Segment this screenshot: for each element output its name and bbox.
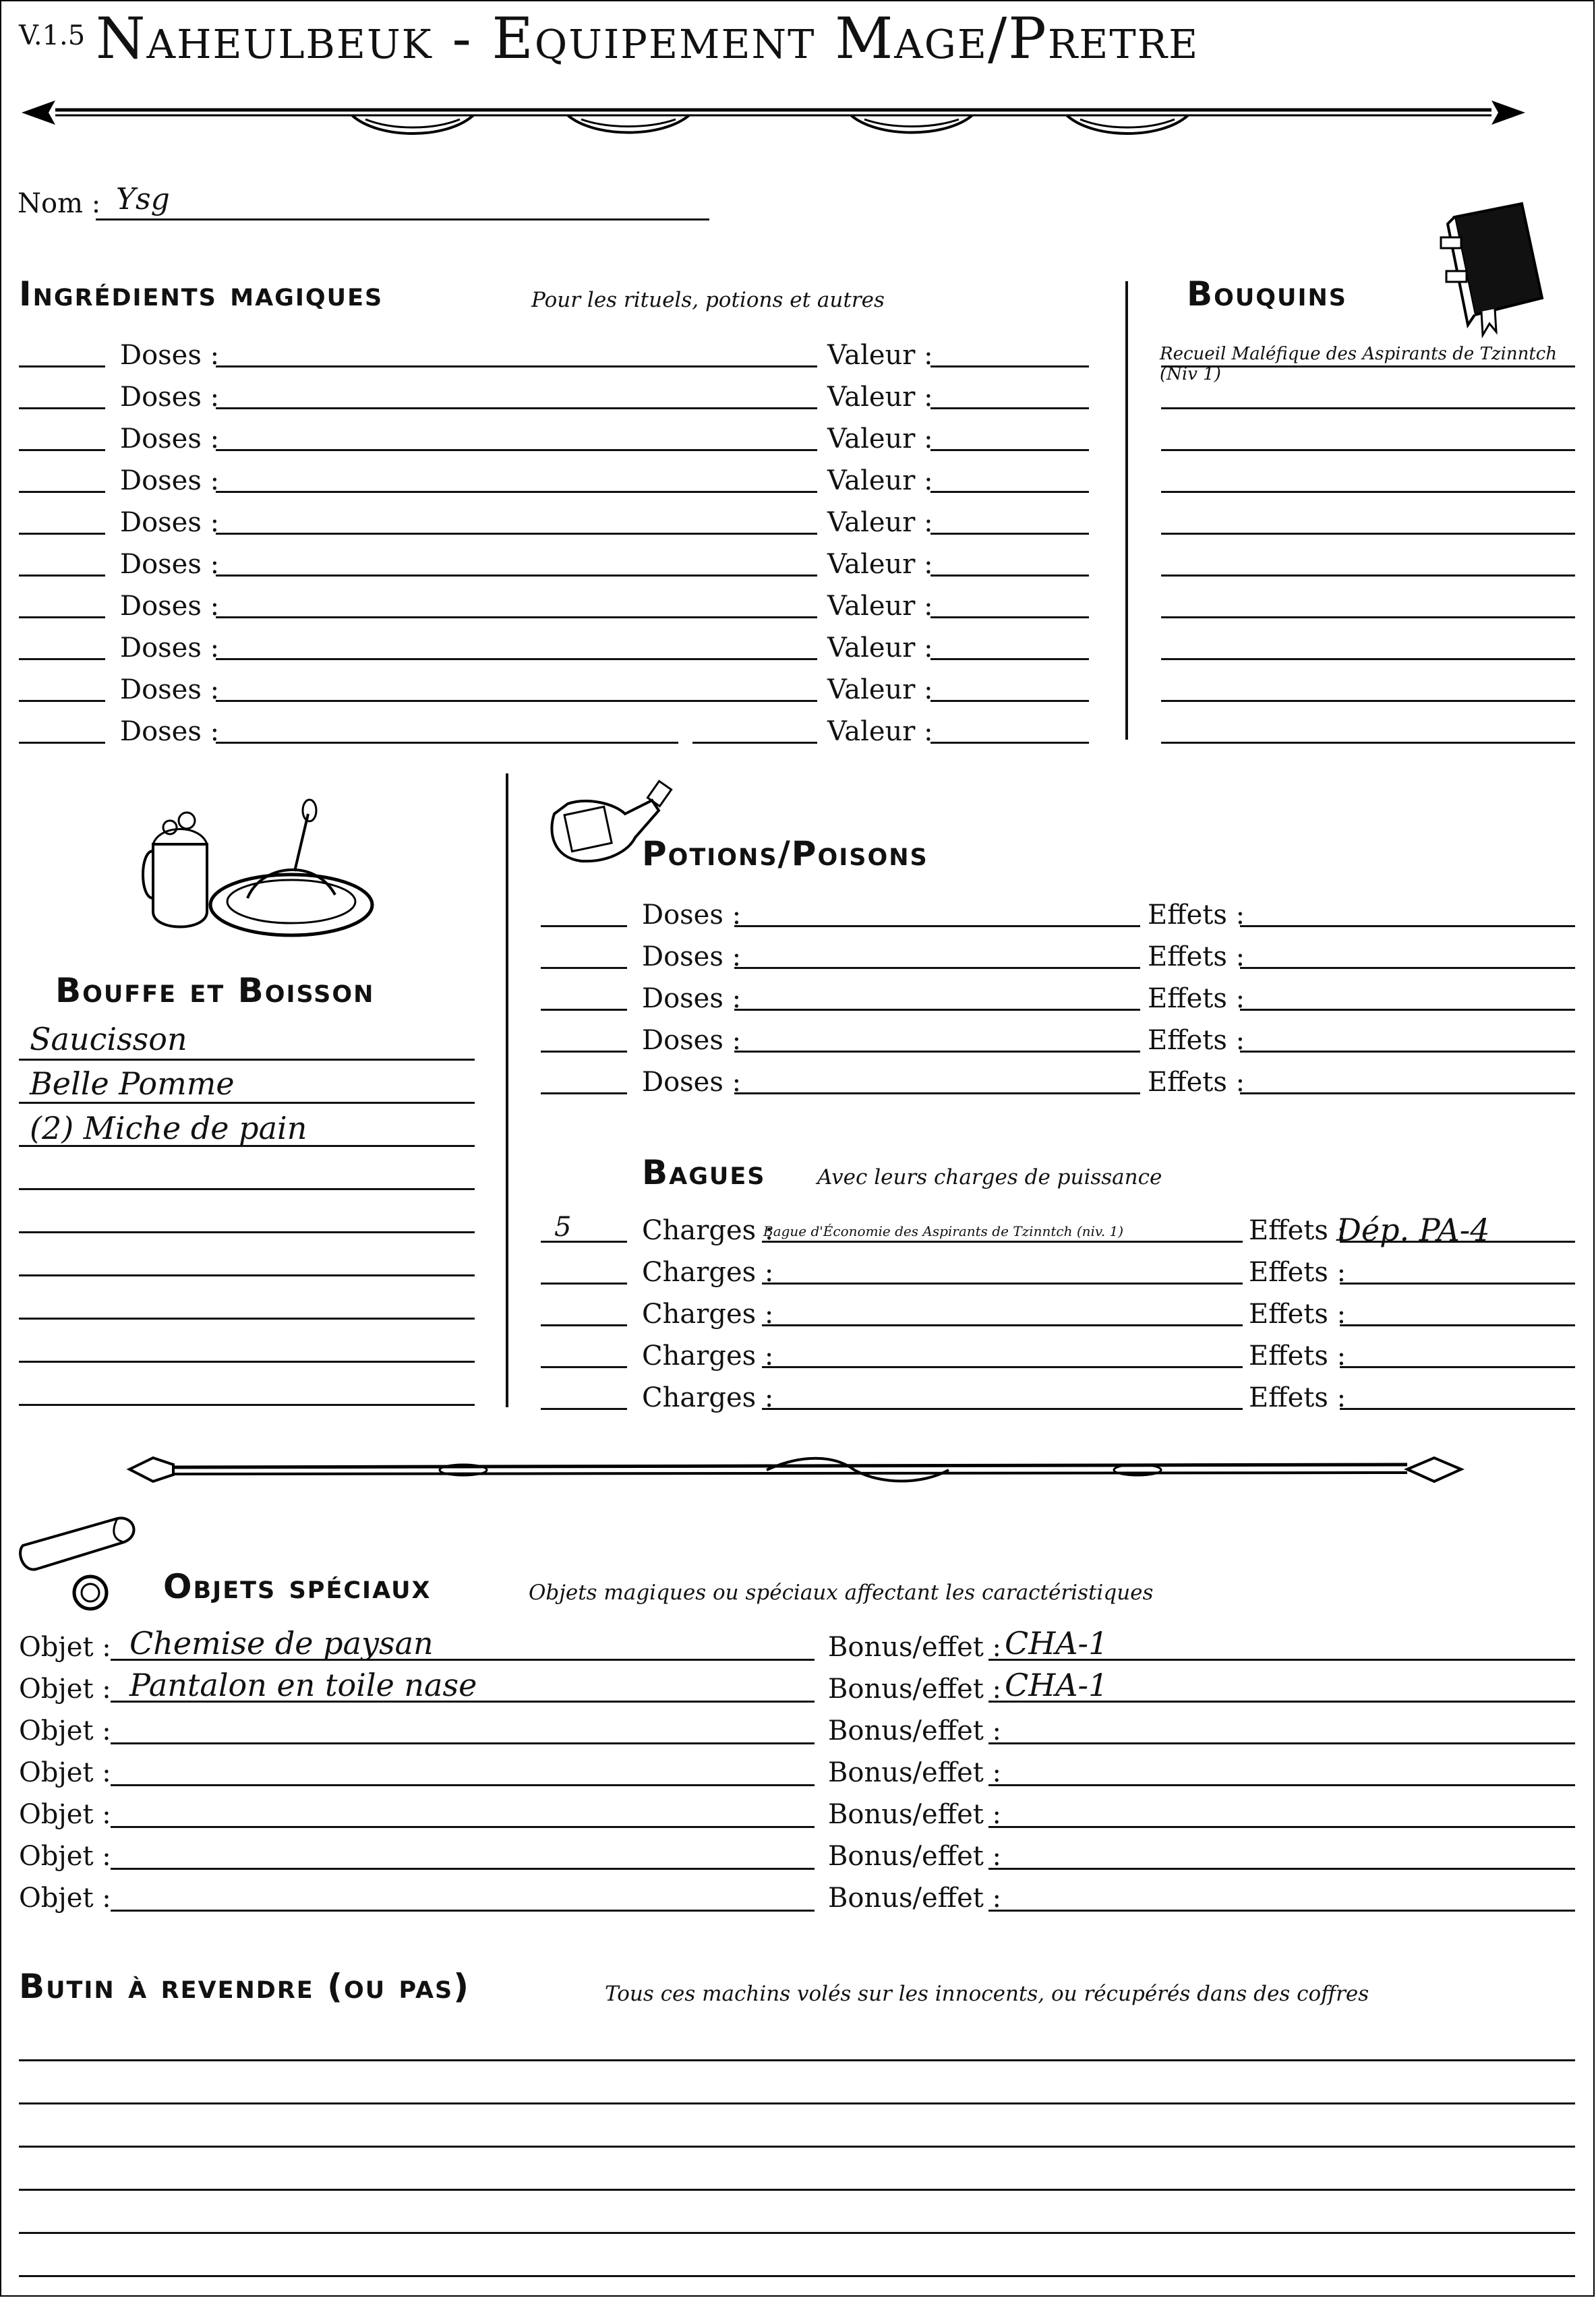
ingredients-subtitle: Pour les rituels, potions et autres (531, 288, 885, 312)
objet-2-bonus[interactable]: CHA-1 (1005, 1667, 1109, 1703)
butin-subtitle: Tous ces machins volés sur les innocents, ou récupérés dans des coffres (605, 1982, 1369, 2006)
bague-qty-field[interactable] (541, 1408, 627, 1410)
potion-qty-field[interactable] (541, 1092, 627, 1094)
column-divider-2 (506, 773, 508, 1407)
ingredient-value-field[interactable] (930, 574, 1089, 577)
bouffe-line[interactable] (19, 1188, 475, 1190)
ingredient-name-field[interactable] (216, 658, 817, 660)
objet-label: Objet : (19, 1674, 111, 1705)
ingredient-qty-field[interactable] (19, 658, 105, 660)
butin-title: Butin à revendre (ou pas) (19, 1967, 471, 2006)
bouffe-line[interactable] (19, 1145, 475, 1147)
ingredient-qty-field[interactable] (19, 616, 105, 618)
bonus-field[interactable] (988, 1784, 1575, 1786)
bague-effets-label: Effets : (1249, 1340, 1347, 1372)
ingredient-qty-field[interactable] (19, 742, 105, 744)
ingredient-value-field[interactable] (930, 700, 1089, 702)
doses-label: Doses : (120, 507, 220, 538)
ingredient-value-field[interactable] (930, 491, 1089, 493)
objets-title: Objets spéciaux (163, 1567, 432, 1606)
page-title: Naheulbeuk - Equipement Mage/Pretre (96, 5, 1200, 71)
bouffe-line[interactable] (19, 1231, 475, 1233)
bague-charges-label: Charges : (642, 1257, 774, 1288)
ingredient-name-field[interactable] (216, 407, 817, 409)
potion-qty-field[interactable] (541, 1009, 627, 1011)
potion-name-field[interactable] (734, 925, 1140, 927)
bouffe-line[interactable] (19, 1274, 475, 1276)
bague-charges-label: Charges : (642, 1215, 774, 1246)
valeur-label: Valeur : (827, 382, 933, 413)
ingredient-qty-field[interactable] (19, 449, 105, 451)
bonus-label: Bonus/effet : (828, 1841, 1002, 1872)
bagues-subtitle: Avec leurs charges de puissance (817, 1165, 1162, 1189)
bonus-label: Bonus/effet : (828, 1715, 1002, 1746)
ingredient-name-field[interactable] (216, 700, 817, 702)
bague-name-field[interactable] (762, 1366, 1243, 1368)
butin-line[interactable] (19, 2059, 1575, 2061)
potion-effet-field[interactable] (1240, 1051, 1575, 1053)
bague-name-field[interactable] (762, 1283, 1243, 1285)
valeur-label: Valeur : (827, 507, 933, 538)
doses-label: Doses : (120, 632, 220, 664)
potion-doses-label: Doses : (642, 900, 742, 931)
bouffe-line[interactable] (19, 1404, 475, 1406)
potion-qty-field[interactable] (541, 1051, 627, 1053)
doses-label: Doses : (120, 340, 220, 371)
bague-effet-field[interactable] (1340, 1366, 1575, 1368)
ingredient-qty-field[interactable] (19, 407, 105, 409)
bouquin-line[interactable] (1161, 407, 1575, 409)
bonus-field[interactable] (988, 1910, 1575, 1912)
food-illustration-icon (140, 797, 376, 945)
ingredient-name-field-2[interactable] (692, 742, 817, 744)
ingredient-name-field[interactable] (216, 574, 817, 577)
bouffe-entry-1[interactable]: Saucisson (30, 1021, 187, 1057)
ingredient-qty-field[interactable] (19, 574, 105, 577)
bouquin-line[interactable] (1161, 742, 1575, 744)
bouffe-entry-2[interactable]: Belle Pomme (30, 1065, 235, 1102)
potion-name-field[interactable] (734, 1009, 1140, 1011)
ingredient-qty-field[interactable] (19, 533, 105, 535)
objet-label: Objet : (19, 1799, 111, 1830)
bonus-label: Bonus/effet : (828, 1674, 1002, 1705)
nom-value[interactable]: Ysg (116, 182, 170, 216)
ingredient-qty-field[interactable] (19, 700, 105, 702)
bague-effets-label: Effets : (1249, 1215, 1347, 1246)
scroll-ring-icon (16, 1512, 158, 1626)
ingredient-value-field[interactable] (930, 658, 1089, 660)
objet-field[interactable] (111, 1784, 815, 1786)
doses-label: Doses : (120, 591, 220, 622)
potion-name-field[interactable] (734, 967, 1140, 969)
objet-label: Objet : (19, 1757, 111, 1788)
ingredient-qty-field[interactable] (19, 491, 105, 493)
bonus-field[interactable] (988, 1868, 1575, 1870)
objet-field[interactable] (111, 1826, 815, 1828)
bouquin-line[interactable] (1161, 533, 1575, 535)
ingredient-value-field[interactable] (930, 616, 1089, 618)
bague-name-field[interactable] (762, 1241, 1243, 1243)
column-divider (1125, 281, 1128, 740)
bague-name-field[interactable] (762, 1324, 1243, 1326)
bouffe-title: Bouffe et Boisson (55, 971, 375, 1010)
objet-2-value[interactable]: Pantalon en toile nase (129, 1667, 477, 1703)
objet-field[interactable] (111, 1742, 815, 1744)
bouquin-line[interactable] (1161, 365, 1575, 367)
doses-label: Doses : (120, 716, 220, 747)
potion-name-field[interactable] (734, 1051, 1140, 1053)
potion-doses-label: Doses : (642, 1067, 742, 1098)
potion-doses-label: Doses : (642, 941, 742, 972)
bouffe-line[interactable] (19, 1361, 475, 1363)
bague-qty-field[interactable] (541, 1283, 627, 1285)
bague-charges-label: Charges : (642, 1299, 774, 1330)
potion-qty-field[interactable] (541, 925, 627, 927)
bouquin-entry-1[interactable]: Recueil Maléfique des Aspirants de Tzinntch (Niv 1) (1160, 344, 1558, 384)
ingredient-name-field[interactable] (216, 491, 817, 493)
valeur-label: Valeur : (827, 423, 933, 454)
ingredient-name-field[interactable] (216, 365, 817, 367)
valeur-label: Valeur : (827, 340, 933, 371)
bouffe-line[interactable] (19, 1318, 475, 1320)
bonus-label: Bonus/effet : (828, 1799, 1002, 1830)
ingredient-value-field[interactable] (930, 742, 1089, 744)
doses-label: Doses : (120, 549, 220, 580)
bague-1-count[interactable]: 5 (554, 1212, 572, 1243)
bouquins-title: Bouquins (1187, 274, 1347, 314)
ingredient-value-field[interactable] (930, 407, 1089, 409)
bague-charges-label: Charges : (642, 1382, 774, 1413)
bague-effet-field[interactable] (1340, 1408, 1575, 1410)
objet-label: Objet : (19, 1883, 111, 1914)
ingredient-qty-field[interactable] (19, 365, 105, 367)
staff-divider-icon (126, 1444, 1468, 1495)
ingredient-name-field[interactable] (216, 533, 817, 535)
objets-subtitle: Objets magiques ou spéciaux affectant les caractéristiques (529, 1581, 1154, 1605)
butin-line[interactable] (19, 2102, 1575, 2104)
potion-doses-label: Doses : (642, 1025, 742, 1056)
objet-field[interactable] (111, 1910, 815, 1912)
doses-label: Doses : (120, 465, 220, 496)
objet-field[interactable] (111, 1701, 815, 1703)
ingredients-title: Ingrédients magiques (19, 274, 384, 314)
objet-field[interactable] (111, 1659, 815, 1661)
ingredient-value-field[interactable] (930, 533, 1089, 535)
bouquin-line[interactable] (1161, 449, 1575, 451)
potion-effets-label: Effets : (1148, 1025, 1245, 1056)
valeur-label: Valeur : (827, 549, 933, 580)
objet-label: Objet : (19, 1715, 111, 1746)
potion-effet-field[interactable] (1240, 925, 1575, 927)
nom-underline (96, 218, 709, 220)
bouquin-line[interactable] (1161, 574, 1575, 577)
butin-line[interactable] (19, 2232, 1575, 2234)
bague-qty-field[interactable] (541, 1324, 627, 1326)
spear-divider-icon (15, 86, 1532, 146)
valeur-label: Valeur : (827, 632, 933, 664)
bouffe-line[interactable] (19, 1102, 475, 1104)
potion-doses-label: Doses : (642, 983, 742, 1014)
valeur-label: Valeur : (827, 591, 933, 622)
butin-line[interactable] (19, 2146, 1575, 2148)
potion-effets-label: Effets : (1148, 941, 1245, 972)
ingredient-name-field[interactable] (216, 616, 817, 618)
bouffe-line[interactable] (19, 1059, 475, 1061)
bague-effets-label: Effets : (1249, 1299, 1347, 1330)
ingredient-name-field[interactable] (216, 742, 678, 744)
bague-effets-label: Effets : (1249, 1382, 1347, 1413)
potion-effets-label: Effets : (1148, 1067, 1245, 1098)
bague-effet-field[interactable] (1340, 1283, 1575, 1285)
objet-1-bonus[interactable]: CHA-1 (1005, 1625, 1109, 1661)
potion-name-field[interactable] (734, 1092, 1140, 1094)
bague-1-effet[interactable]: Dép. PA-4 (1336, 1212, 1490, 1248)
bagues-title: Bagues (642, 1153, 766, 1192)
bonus-label: Bonus/effet : (828, 1632, 1002, 1663)
objet-1-value[interactable]: Chemise de paysan (129, 1625, 434, 1661)
bague-effets-label: Effets : (1249, 1257, 1347, 1288)
valeur-label: Valeur : (827, 674, 933, 705)
bonus-field[interactable] (988, 1826, 1575, 1828)
bague-qty-field[interactable] (541, 1241, 627, 1243)
bague-qty-field[interactable] (541, 1366, 627, 1368)
version-label: V.1.5 (19, 20, 86, 51)
potion-effets-label: Effets : (1148, 983, 1245, 1014)
potion-effets-label: Effets : (1148, 900, 1245, 931)
nom-label: Nom : (18, 188, 101, 219)
butin-line[interactable] (19, 2275, 1575, 2277)
valeur-label: Valeur : (827, 465, 933, 496)
potions-title: Potions/Poisons (642, 834, 928, 873)
objet-field[interactable] (111, 1868, 815, 1870)
objet-label: Objet : (19, 1632, 111, 1663)
bonus-field[interactable] (988, 1701, 1575, 1703)
ingredient-value-field[interactable] (930, 365, 1089, 367)
doses-label: Doses : (120, 423, 220, 454)
doses-label: Doses : (120, 674, 220, 705)
bague-effet-field[interactable] (1340, 1241, 1575, 1243)
bonus-label: Bonus/effet : (828, 1757, 1002, 1788)
potion-effet-field[interactable] (1240, 967, 1575, 969)
potion-effet-field[interactable] (1240, 1009, 1575, 1011)
bonus-field[interactable] (988, 1742, 1575, 1744)
valeur-label: Valeur : (827, 716, 933, 747)
ingredient-name-field[interactable] (216, 449, 817, 451)
doses-label: Doses : (120, 382, 220, 413)
potion-effet-field[interactable] (1240, 1092, 1575, 1094)
potion-qty-field[interactable] (541, 967, 627, 969)
bouquin-line[interactable] (1161, 658, 1575, 660)
bouffe-entry-3[interactable]: (2) Miche de pain (30, 1110, 307, 1146)
bouquin-line[interactable] (1161, 700, 1575, 702)
ingredient-value-field[interactable] (930, 449, 1089, 451)
bague-name-field[interactable] (762, 1408, 1243, 1410)
bonus-label: Bonus/effet : (828, 1883, 1002, 1914)
bouquin-line[interactable] (1161, 616, 1575, 618)
bouquin-line[interactable] (1161, 491, 1575, 493)
bague-charges-label: Charges : (642, 1340, 774, 1372)
bague-effet-field[interactable] (1340, 1324, 1575, 1326)
book-icon (1434, 197, 1549, 338)
bonus-field[interactable] (988, 1659, 1575, 1661)
bague-1-name[interactable]: Bague d'Économie des Aspirants de Tzinntch (niv. 1) (763, 1223, 1124, 1239)
butin-line[interactable] (19, 2189, 1575, 2191)
objet-label: Objet : (19, 1841, 111, 1872)
